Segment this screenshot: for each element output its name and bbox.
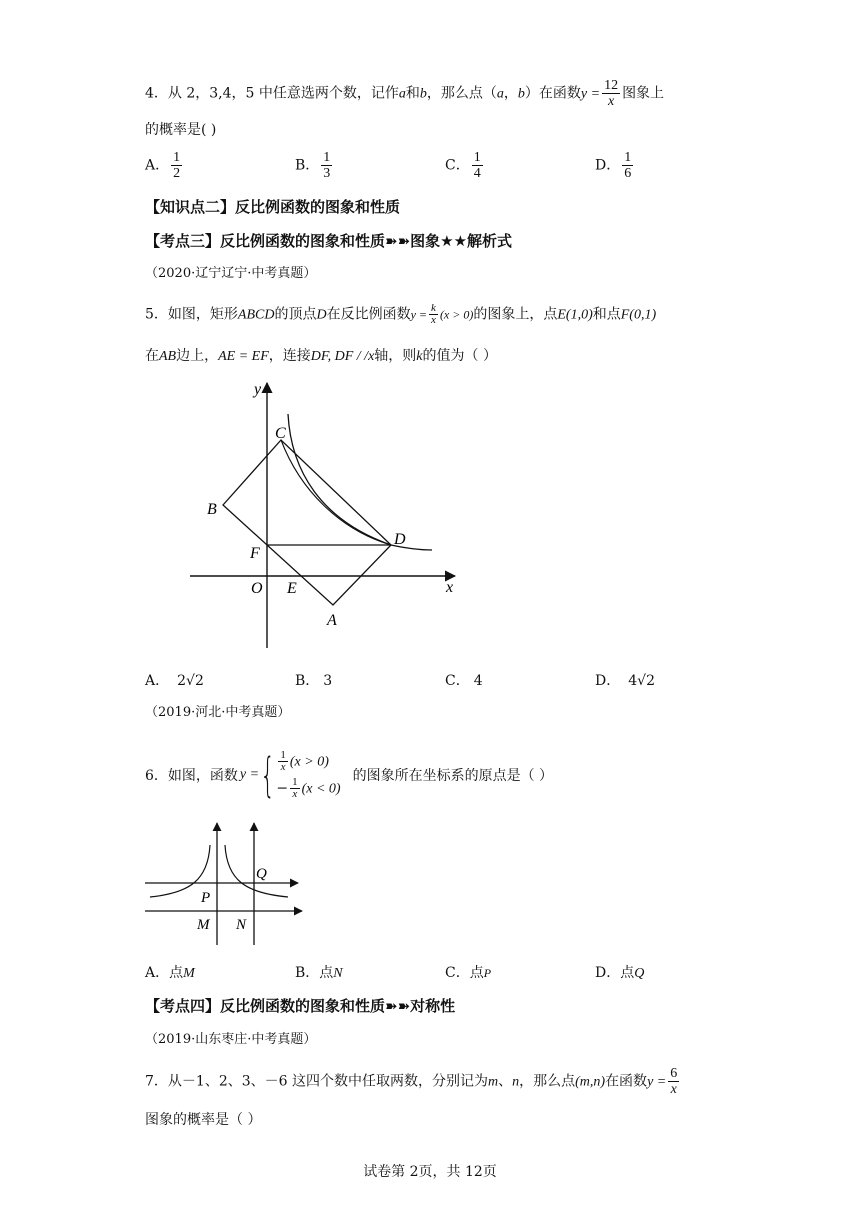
q4-text: 4．从 2，3,4，5 中任意选两个数，记作 bbox=[145, 85, 399, 102]
q5-option-b[interactable] bbox=[295, 670, 332, 690]
option-value: 4√2 bbox=[628, 673, 655, 689]
hyperbola-curve bbox=[288, 414, 432, 550]
q4-var-a: a bbox=[398, 86, 406, 102]
option-label: C．点 bbox=[445, 965, 484, 981]
label-y: y bbox=[254, 381, 262, 398]
q6-option-c[interactable] bbox=[445, 962, 491, 982]
q5-d: D bbox=[316, 307, 327, 323]
q7-text: 7．从－1、2、3、－6 这四个数中任取两数，分别记为 bbox=[145, 1073, 488, 1090]
label-d: D bbox=[394, 531, 406, 548]
q6-option-a[interactable] bbox=[145, 962, 195, 982]
q5-text: 边上， bbox=[176, 348, 219, 364]
q6-y-eq: y = bbox=[239, 767, 260, 782]
q5-text: 轴，则 bbox=[374, 348, 417, 364]
q5-text: 的值为（ ） bbox=[422, 348, 497, 364]
option-label: D． bbox=[595, 157, 621, 174]
q5-abcd: ABCD bbox=[237, 307, 275, 323]
label-f: F bbox=[250, 545, 260, 562]
q7-text: 在函数 bbox=[605, 1073, 648, 1090]
q4-pt-b: b bbox=[517, 86, 525, 102]
q5-figure bbox=[185, 375, 470, 655]
q5-option-d[interactable] bbox=[595, 670, 655, 690]
q7-y-eq: y = bbox=[647, 1074, 667, 1090]
option-fraction bbox=[321, 150, 332, 181]
frac-num: 1 bbox=[473, 150, 481, 165]
option-value: M bbox=[183, 966, 195, 981]
rectangle-abcd bbox=[223, 440, 391, 605]
option-fraction bbox=[472, 150, 483, 181]
q6-cond2: (x < 0) bbox=[301, 781, 341, 797]
q5-ab: AB bbox=[159, 349, 177, 364]
label-b: B bbox=[207, 501, 217, 518]
q5-text: 在 bbox=[145, 348, 159, 364]
label-m: M bbox=[197, 917, 210, 933]
q4-option-a[interactable] bbox=[145, 150, 184, 181]
frac-num: 1 bbox=[280, 749, 286, 761]
frac-den: x bbox=[280, 761, 286, 773]
source-q7: （2019·山东枣庄·中考真题） bbox=[145, 1032, 317, 1047]
option-value: N bbox=[333, 966, 343, 981]
frac-num: 1 bbox=[292, 776, 298, 788]
label-x: x bbox=[446, 579, 454, 596]
q5-text: 在反比例函数 bbox=[326, 306, 411, 323]
frac bbox=[290, 777, 300, 800]
option-value: 4 bbox=[473, 673, 483, 689]
frac-den: 2 bbox=[173, 166, 181, 181]
frac-num: 6 bbox=[670, 1066, 678, 1081]
q4-fraction bbox=[602, 78, 620, 109]
q4-pt-a: a bbox=[496, 86, 504, 102]
option-label: D．点 bbox=[595, 965, 635, 981]
frac-num: 1 bbox=[173, 150, 181, 165]
heading-exam-point-3: 【考点三】反比例函数的图象和性质➽➽图象★★解析式 bbox=[145, 232, 513, 250]
q4-and: 和 bbox=[405, 85, 420, 102]
q4-option-c[interactable] bbox=[445, 150, 485, 181]
q4-line2: 的概率是( ) bbox=[145, 122, 217, 138]
q5-line1 bbox=[145, 303, 656, 326]
label-p: P bbox=[201, 890, 211, 906]
frac-num: 1 bbox=[624, 150, 632, 165]
option-value: 3 bbox=[323, 673, 333, 689]
option-value: P bbox=[483, 966, 492, 980]
q5-e-point: E(1,0) bbox=[557, 307, 593, 323]
q7-sep: 、 bbox=[498, 1073, 513, 1090]
q7-point: (m,n) bbox=[575, 1074, 606, 1090]
q7-n: n bbox=[512, 1074, 520, 1090]
source-q6: （2019·河北·中考真题） bbox=[145, 705, 291, 720]
q5-func-y: y = bbox=[410, 307, 428, 322]
frac-den: x bbox=[431, 314, 436, 326]
option-fraction bbox=[622, 150, 633, 181]
option-value: 2√2 bbox=[177, 673, 204, 689]
q5-func-cond: (x > 0) bbox=[439, 307, 474, 322]
option-label: C． bbox=[445, 673, 470, 689]
option-label: B．点 bbox=[295, 965, 334, 981]
frac-den: 4 bbox=[473, 166, 481, 181]
q5-option-a[interactable] bbox=[145, 670, 204, 690]
frac-den: 6 bbox=[624, 166, 632, 181]
q5-df: DF, DF / /x bbox=[310, 349, 375, 364]
option-label: B． bbox=[295, 673, 320, 689]
q6-option-b[interactable] bbox=[295, 962, 343, 982]
q4-num: 12 bbox=[604, 78, 619, 93]
frac-den: 3 bbox=[323, 166, 331, 181]
q5-option-c[interactable] bbox=[445, 670, 483, 690]
label-n: N bbox=[236, 917, 247, 933]
frac-den: x bbox=[670, 1082, 677, 1097]
q5-text: 的顶点 bbox=[274, 306, 317, 323]
minus-sign: − bbox=[276, 780, 289, 797]
heading-knowledge-point-2: 【知识点二】反比例函数的图象和性质 bbox=[145, 198, 401, 216]
q4-mid: ，那么点（ bbox=[426, 85, 497, 102]
q5-text: ，连接 bbox=[268, 348, 311, 364]
option-label: A．点 bbox=[145, 965, 184, 981]
q4-y-eq: y = bbox=[580, 86, 601, 102]
q7-text: ，那么点 bbox=[519, 1073, 576, 1090]
q6-cond1: (x > 0) bbox=[289, 754, 329, 770]
q4-line1 bbox=[145, 78, 664, 109]
label-c: C bbox=[275, 425, 286, 442]
q6-text: 6．如图，函数 bbox=[145, 768, 238, 784]
frac-num: k bbox=[431, 302, 436, 314]
q7-line1 bbox=[145, 1066, 681, 1097]
q6-suffix: 的图象所在坐标系的原点是（ ） bbox=[352, 768, 554, 784]
option-label: D． bbox=[595, 673, 621, 689]
frac-den: x bbox=[292, 788, 298, 800]
q5-line2 bbox=[145, 346, 497, 367]
q4-option-d[interactable] bbox=[595, 150, 635, 181]
q6-brace: { bbox=[260, 748, 276, 802]
page-footer: 试卷第 2页，共 12页 bbox=[363, 1164, 497, 1180]
q4-suffix: 图象上 bbox=[622, 85, 665, 102]
option-label: B． bbox=[295, 157, 320, 174]
heading-exam-point-4: 【考点四】反比例函数的图象和性质➽➽对称性 bbox=[145, 997, 456, 1015]
q4-var-b: b bbox=[419, 86, 427, 102]
option-value: Q bbox=[634, 966, 645, 981]
option-label: A． bbox=[145, 673, 170, 689]
q6-cases bbox=[276, 750, 340, 800]
q5-func-frac bbox=[429, 303, 438, 326]
label-e: E bbox=[287, 580, 297, 597]
q5-f-point: F(0,1) bbox=[620, 307, 657, 323]
q6-case1 bbox=[276, 750, 340, 773]
q5-text: 5．如图，矩形 bbox=[145, 306, 238, 323]
q5-text: 的图象上，点 bbox=[473, 306, 558, 323]
q5-text: 和点 bbox=[592, 306, 621, 323]
q4-comma: ， bbox=[503, 85, 518, 102]
q7-fraction bbox=[668, 1066, 679, 1097]
option-label: A． bbox=[145, 157, 170, 174]
frac-num: 1 bbox=[323, 150, 331, 165]
option-fraction bbox=[171, 150, 182, 181]
q6-case2 bbox=[276, 777, 340, 800]
q6-option-d[interactable] bbox=[595, 962, 644, 982]
source-q5: （2020·辽宁辽宁·中考真题） bbox=[145, 266, 317, 281]
label-o: O bbox=[251, 580, 263, 597]
label-a: A bbox=[327, 612, 337, 629]
q4-den: x bbox=[607, 94, 615, 109]
q4-mid2: ）在函数 bbox=[524, 85, 581, 102]
label-q: Q bbox=[256, 866, 267, 882]
q5-k: k bbox=[416, 349, 423, 364]
q6-figure bbox=[140, 818, 310, 953]
q7-m: m bbox=[488, 1074, 499, 1090]
option-label: C． bbox=[445, 157, 470, 174]
q5-ae-ef: AE = EF bbox=[218, 349, 269, 364]
frac bbox=[278, 750, 288, 773]
q7-line2: 图象的概率是（ ） bbox=[145, 1112, 262, 1128]
q4-option-b[interactable] bbox=[295, 150, 334, 181]
q6-line bbox=[145, 740, 553, 810]
